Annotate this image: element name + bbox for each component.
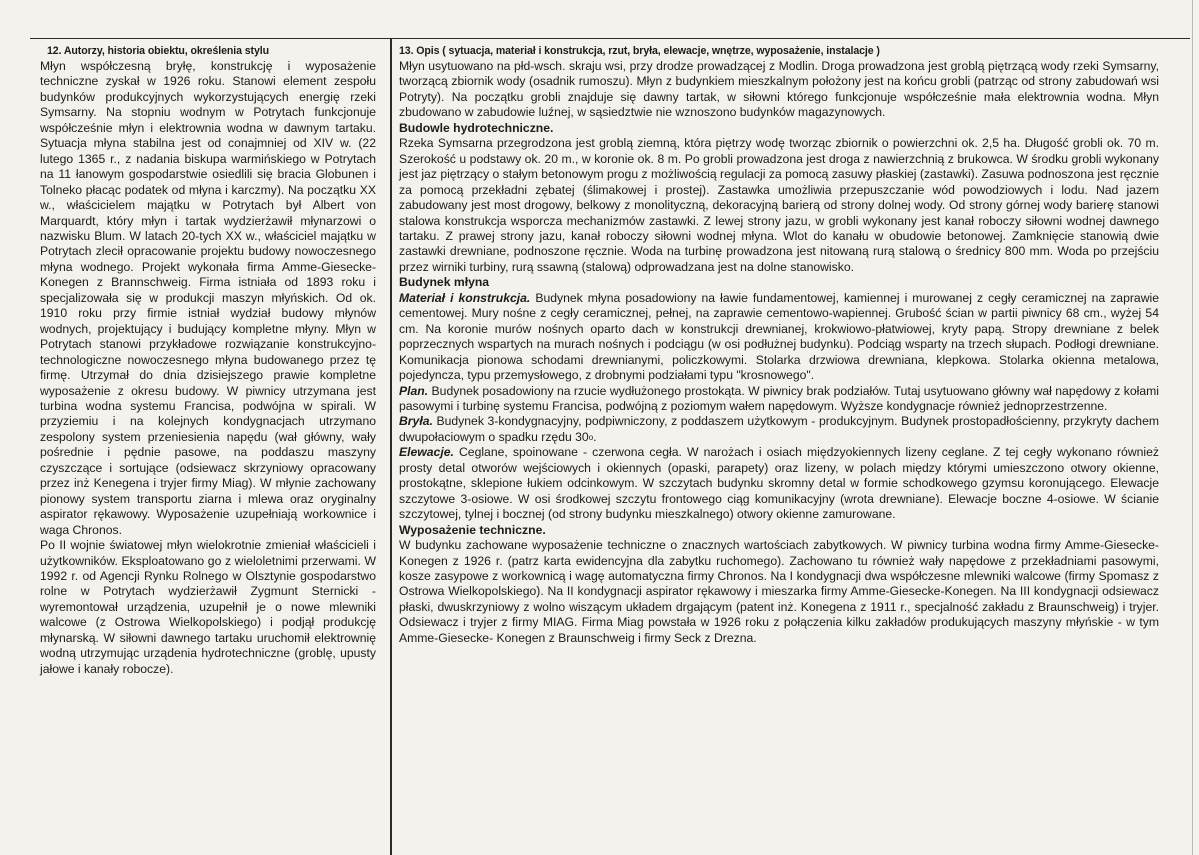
equipment-paragraph: W budynku zachowane wyposażenie techniczne o znacznych wartościach zabytkowych. W piwnicy turbina wodna firmy Amme-Giesecke-Konegen z 1926 r. (patrz karta ewidencyjna dla zabytku ruchomego). Zachowano tu również wały napędowe z przekładniami pasowymi, kosze zasypowe z workownicą i wagę automatyczna firmy Chronos. Na I kondygnacji dwa współczesne mlewniki walcowe (firmy Spomasz z Ostrowa Wielkopolskiego). Na II kondygnacji aspirator rękawowy i mieszarka firmy Amme-Giesecke-Konegen. Na III kondygnacji odsiewacz płaski, dwuskrzyniowy z wolno wiszącym układem drgającym (patent inż. Konegena z 1911 r., specjalność zakładu z Braunschweig) i tryjer. Odsiewacz i tryjer z firmy MIAG. Firma Miag powstała w 1926 roku z połączenia kilku zakładów produkujących maszyny młyńskie - w tym Amme-Giesecke- Konegen z Braunschweig i firmy Seck z Drezna. bbox=[399, 538, 1159, 645]
mill-subheading: Budynek młyna bbox=[399, 275, 490, 290]
hydro-paragraph: Rzeka Symsarna przegrodzona jest groblą ziemną, która piętrzy wodę tworząc zbiornik o powierzchni ok. 2,5 ha. Długość grobli ok. 70 m. Szerokość u podstawy ok. 20 m., w koronie ok. 8 m. Po grobli prowadzona jest droga z nawierzchnią z brukowca. W środku grobli wykonany jest jaz piętrzący o stałym betonowym progu z możliwością regulacji za pomocą zasuwy płaskiej (zastawki). Zasuwa podnoszona jest ręcznie za pomocą przekładni zębatej (ślimakowej i prostej). Zastawka umożliwia przepuszczanie wód powodziowych i lodu. Nad jazem zabudowany jest most drogowy, belkowy z monolityczną, dekoracyjną barierą od strony dolnej wody. Od strony górnej wody barierę stanowi stalowa konstrukcja wsporcza mechanizmów zastawki. Z lewej strony jazu, w grobli wykonany jest kanał roboczy siłowni wodnej dawnego tartaku. Z prawej strony jazu, kanał roboczy siłowni wodnej młyna. Wlot do kanału w obudowie betonowej. Zamknięcie stanowią dwie zastawki drewniane, podnoszone ręcznie. Woda na turbinę prowadzona jest nitowaną rurą stalową o średnicy 800 mm. Woda po przejściu przez wirniki turbiny, rurą ssawną (stalową) odprowadzana jest na dolne stanowisko. bbox=[399, 136, 1160, 274]
section-12-column bbox=[40, 44, 376, 677]
bryla-label: Bryła. bbox=[399, 414, 433, 429]
elevation-text: Ceglane, spoinowane - czerwona cegła. W narożach i osiach międzyokiennych lizeny ceglane. Z tej cegły wykonano również prosty detal otworów wejściowych i okiennych (opaski, parapety) oraz lizeny, w polach między którymi umieszczono otwory okienne, prostokątne, sklepione łukiem odcinkowym. W szczytach budynku skromny detal w formie schodkowego gzymsu koronującego. Elewacje szczytowe 3-osiowe. W osi środkowej szczytu frontowego ciąg komunikacyjny (wrota drewniane). Elewacje boczne 4-osiowe. W ścianie szczytowej, tylnej i bocznej (od strony budynku mieszkalnego) otwory okienne zamurowane. bbox=[399, 445, 1159, 522]
column-divider bbox=[390, 38, 392, 855]
plan-label: Plan. bbox=[399, 383, 429, 398]
plan-paragraph bbox=[399, 384, 1159, 415]
elevation-label: Elewacje. bbox=[399, 445, 454, 460]
section-13-column bbox=[399, 44, 1159, 646]
bryla-text: Budynek 3-kondygnacyjny, podpiwniczony, z poddaszem użytkowym - produkcyjnym. Budynek prostopadłościenny, przykryty dachem dwupołaciowym o spadku rzędu 30 bbox=[399, 414, 1159, 444]
history-paragraph: Po II wojnie światowej młyn wielokrotnie zmieniał właścicieli i użytkowników. Eksploatowano go z wieloletnimi przerwami. W 1992 r. od Agencji Rynku Rolnego w Olsztynie gospodarstwo rolne w Potrytach wydzierżawił Zygmunt Sternicki - wyremontował urządzenia, uzupełnił je o nowe mlewniki walcowe (z Ostrowa Wielkopolskiego) i podjął produkcję młynarską. W siłowni dawnego tartaku uruchomił elektrownię wodną utrzymując urządenia hydrotechniczne (groblę, upusty jałowe i kanały robocze). bbox=[40, 538, 376, 676]
hydro-subheading: Budowle hydrotechniczne. bbox=[399, 120, 554, 135]
history-paragraph: Młyn współczesną bryłę, konstrukcję i wyposażenie techniczne zyskał w 1926 roku. Stanowi element zespołu budynków produkcyjnych wykorzystujących energię rzeki Symsarny. Na stopniu wodnym w Potrytach funkcjonuje współcześnie młyn i elektrownia wodna w dawnym tartaku. Sytuacja młyna stabilna jest od conajmniej od XIV w. (22 lutego 1365 r., z nadania biskupa warmińskiego w Potrytach na 11 łanowym gospodarstwie osiedlili się bracia Globunen i Tolneko płacąc podatek od młyna i karczmy). Na początku XX w., właścicielem majątku w Potrytach był Albert von Marquardt, który młyn i tartak wydzierżawił młynarzowi o nazwisku Blum. W latach 20-tych XX w., właściciel majątku w Potrytach zlecił opracowanie projektu budowy nowoczesnego młyna wodnego. Projekt wykonała firma Amme-Giesecke-Konegen z Brannschweig. Firma istniała od 1893 roku i specjalizowała się w produkcji maszyn młyńskich. Od ok. 1910 roku przy firmie istniał wydział budowy młynów wodnych, projektujący i budujący kompletne młyny. Młyn w Potrytach stanowi przykładowe rozwiązanie konstrukcyjno-technologiczne nowoczesnego młyna budowanego przez tę firmę. Utrzymał do dnia dzisiejszego prawie kompletne wyposażenie z okresu budowy. W piwnicy utrzymana jest turbina wodna systemu Francisa, podwójna w spirali. W przyziemiu i na kolejnych kondygnacjach utrzymano zespolony system przeniesienia napędu (wał główny, wały pośrednie i pędnie pasowe, na poddaszu maszyny czyszczące i sortujące (odsiewacz skrzyniowy opracowany przez inż Kenegena i tryjer firmy Miag). W młynie zachowany pionowy system transportu ziarna i mlewa oraz oryginalny aspirator rękawowy. Wyposażenie uzupełniają workownice i waga Chronos. bbox=[40, 59, 376, 537]
bryla-paragraph bbox=[399, 414, 1159, 445]
situation-paragraph: Młyn usytuowano na płd-wsch. skraju wsi, przy drodze prowadzącej z Modlin. Droga prowadzona jest groblą piętrzącą wody rzeki Symsarny, tworzącą zbiornik wody (osadnik rumoszu). Młyn z budynkiem mieszkalnym położony jest na końcu grobli (patrząc od strony zabudowań wsi Potryty). Na początku grobli znajduje się dawny tartak, w siłowni którego funkcjonuje współcześnie mała elektrownia wodna. Młyn zbudowano w zabudowie luźnej, w sąsiedztwie nie wznoszono budynków magazynowych. bbox=[399, 59, 1159, 120]
plan-text: Budynek posadowiony na rzucie wydłużonego prostokąta. W piwnicy brak podziałów. Tutaj usytuowano główny wał napędowy z kołami pasowymi i turbinę systemu Francisa, podwójną z poziomym wałem napędowym. Wyższe kondygnacje również jednoprzestrzenne. bbox=[399, 383, 1159, 413]
section-12-heading: 12. Autorzy, historia obiektu, określenia stylu bbox=[47, 45, 269, 57]
material-paragraph bbox=[399, 291, 1159, 384]
material-label: Materiał i konstrukcja. bbox=[399, 290, 531, 305]
section-13-heading: 13. Opis ( sytuacja, materiał i konstrukcja, rzut, bryła, elewacje, wnętrze, wyposażenie, instalacje ) bbox=[399, 45, 880, 57]
top-rule bbox=[30, 38, 1190, 39]
elevation-paragraph bbox=[399, 445, 1159, 522]
bryla-end: . bbox=[593, 429, 597, 444]
material-text: Budynek młyna posadowiony na ławie fundamentowej, kamiennej i murowanej z cegły ceramicznej na zaprawie cementowej. Mury nośne z cegły ceramicznej, pełnej, na zaprawie cementowo-wapiennej. Grubość ścian w partii piwnicy 68 cm., wyżej 54 cm. Na koronie murów nośnych oparto dach w konstrukcji drewnianej, krokwiowo-płatwiowej, kryty papą. Stropy drewniane z belek poprzecznych wspartych na murach nośnych i podciągu (w osi podłużnej budynku). Podciąg wsparty na trzech słupach. Podłogi drewniane. Komunikacja pionowa schodami drewnianymi, policzkowymi. Stolarka drzwiowa drewniana, klepkowa. Stolarka okienna metalowa, pojedyncza, typu przemysłowego, z drobnymi podziałami typu "krosnowego". bbox=[399, 290, 1159, 383]
equipment-subheading: Wyposażenie techniczne. bbox=[399, 522, 546, 537]
degree-mark: o bbox=[588, 432, 594, 442]
page-edge bbox=[1192, 0, 1193, 855]
